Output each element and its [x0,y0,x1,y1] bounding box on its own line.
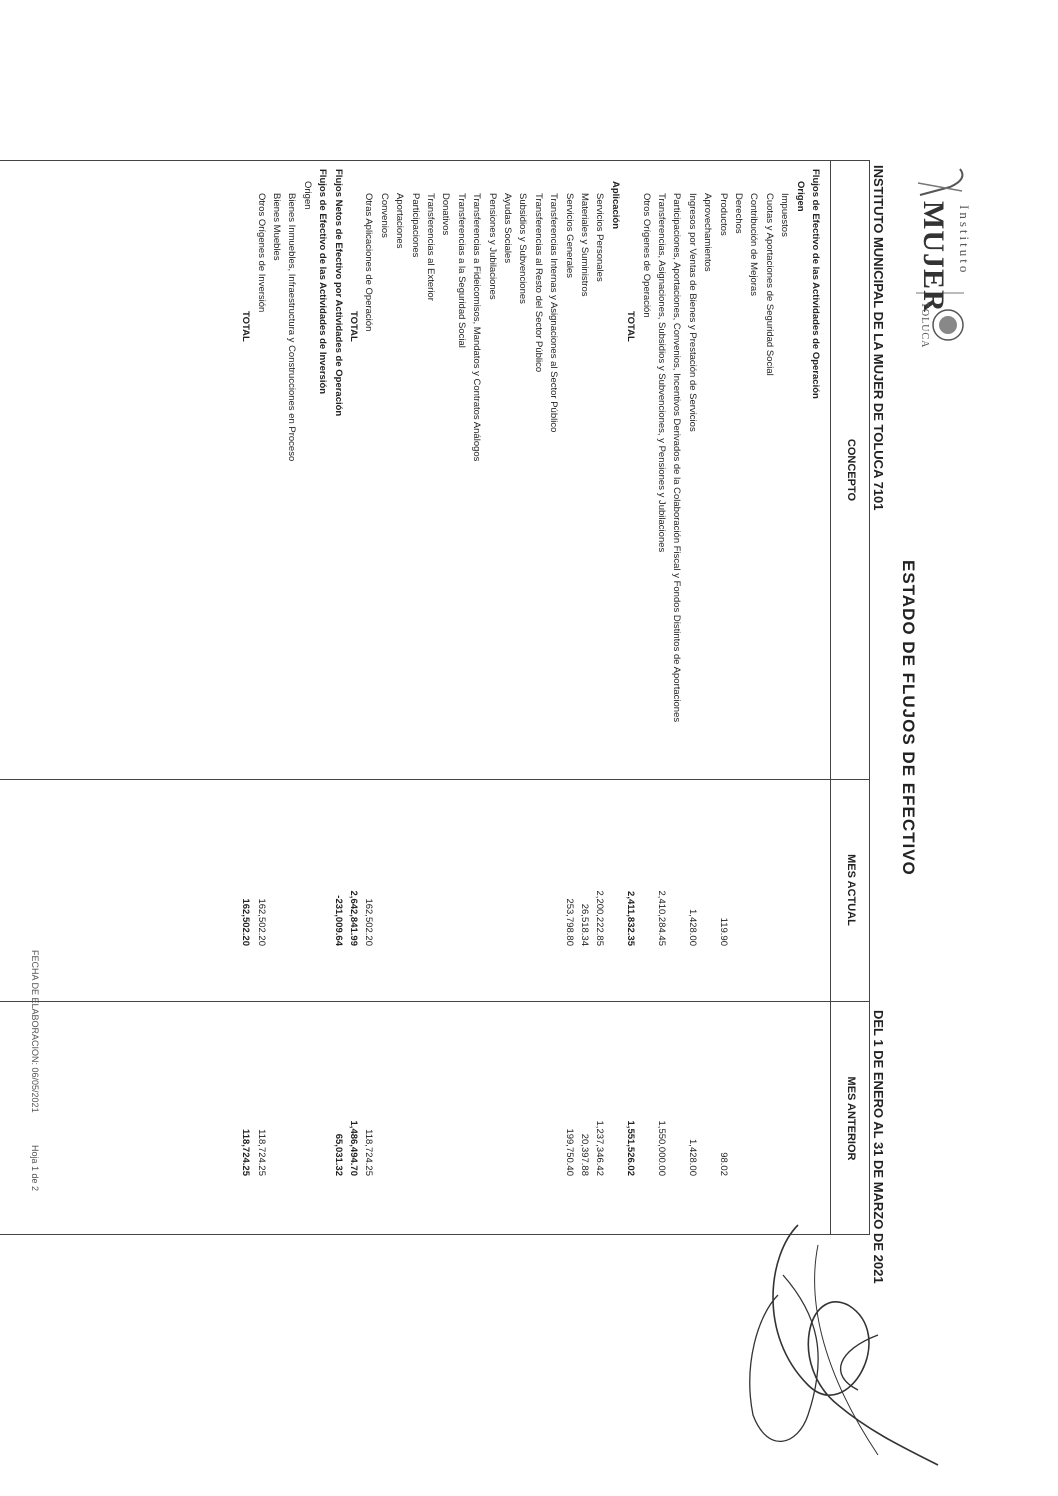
row-concept: Otros Orígenes de Operación [640,193,652,318]
table-row [500,161,515,1236]
document-title: ESTADO DE FLUJOS DE EFECTIVO [899,560,918,876]
row-concept: Aportaciones [394,193,406,249]
table-row [685,161,700,1236]
row-concept: Aprovechamientos [702,193,714,272]
table-row [577,161,592,1236]
row-concept: Transferencias, Asignaciones, Subsidios y Subvenciones, y Pensiones y Jubilaciones [656,193,667,553]
table-row [469,161,484,1236]
row-previous-month-value: 20,397.88 [579,1133,590,1176]
row-concept: Contribución de Mejoras [748,193,760,296]
row-previous-month-value: 199,750.40 [563,1128,575,1176]
row-concept: Otros Orígenes de Inversión [255,193,267,313]
row-previous-month-value: 118,724.25 [240,1128,252,1176]
table-row [654,161,669,1236]
table-row [731,161,746,1236]
row-concept: Pensiones y Jubilaciones [486,193,498,300]
row-current-month-value: 119.90 [717,917,729,946]
table-row [408,161,423,1236]
table-row [454,161,469,1236]
row-current-month-value: -231,009.64 [332,895,344,946]
table-row [331,161,346,1236]
row-previous-month-value: 1,428.00 [686,1139,698,1176]
header-divider [830,161,831,1234]
row-concept: Servicios Generales [563,193,575,279]
row-concept: Transferencias a Fideicomisos, Mandatos y Contratos Análogos [471,193,483,462]
table-row [515,161,530,1236]
row-concept: Impuestos [779,193,791,237]
row-concept: Derechos [733,193,744,234]
row-concept: Servicios Personales [594,193,606,282]
table-row [269,161,284,1236]
row-concept: Flujos de Efectivo de las Actividades de Inversión [317,169,329,395]
page-number: Hoja 1 de 2 [30,1145,40,1192]
table-row [361,161,376,1236]
row-current-month-value: 2,200,222.85 [594,890,606,946]
row-previous-month-value: 1,486,494.70 [348,1120,359,1176]
table-row [300,161,315,1236]
row-concept: Convenios [378,193,390,238]
row-concept: Productos [717,193,729,236]
column-header-concept: CONCEPTO [845,438,857,502]
row-concept: Origen [301,181,313,210]
organization-name: INSTITUTO MUNICIPAL DE LA MUJER DE TOLUCA 7101 [871,165,886,511]
row-concept: Participaciones [409,193,421,258]
institute-logo [912,165,970,350]
table-row [700,161,715,1236]
row-concept: Origen [794,181,806,212]
table-row [808,161,823,1236]
row-current-month-value: 162,502.20 [255,898,267,946]
table-row [546,161,561,1236]
table-row [284,161,299,1236]
row-previous-month-value: 1,237,346.42 [594,1120,606,1176]
table-row [793,161,808,1236]
row-current-month-value: 2,411,832.35 [625,891,637,946]
row-previous-month-value: 1,551,526.02 [625,1120,637,1176]
table-row [777,161,792,1236]
table-row [315,161,330,1236]
table-row [623,161,638,1236]
column-header-previous-month: MES ANTERIOR [845,1076,857,1161]
cash-flow-table [0,160,870,1235]
elaboration-date: FECHA DE ELABORACION: 06/05/2021 [30,950,40,1113]
row-concept: Ayudas Sociales [502,193,513,264]
row-concept: Donativos [440,193,452,236]
row-previous-month-value: 118,724.25 [255,1129,267,1176]
table-row [346,161,361,1236]
table-row [639,161,654,1236]
row-concept: TOTAL [348,311,359,342]
row-concept: Participaciones, Aportaciones, Convenios, Incentivos Derivados de la Colaboración Fiscal y Fondos Distintos de Aportaciones [671,193,683,723]
table-row [238,161,253,1236]
row-current-month-value: 26,518.34 [579,903,590,946]
table-row [562,161,577,1236]
row-concept: Subsidios y Subvenciones [517,193,529,304]
row-current-month-value: 162,502.20 [363,898,375,946]
row-concept: Materiales y Suministros [579,193,590,297]
row-concept: Ingresos por Ventas de Bienes y Prestación de Servicios [686,193,698,432]
row-current-month-value: 1,428.00 [686,909,698,946]
row-concept: Flujos de Efectivo de las Actividades de Operación [810,169,821,399]
row-current-month-value: 2,410,284.45 [656,890,667,946]
table-row [746,161,761,1236]
table-row [392,161,407,1236]
row-previous-month-value: 98.02 [717,1152,729,1176]
row-current-month-value: 2,642,841.99 [348,890,359,946]
table-row [438,161,453,1236]
row-concept: Aplicación [609,181,621,230]
row-previous-month-value: 118,724.25 [363,1129,375,1176]
table-row [592,161,607,1236]
row-concept: TOTAL [240,311,252,342]
row-previous-month-value: 1,550,000.00 [656,1120,667,1176]
row-concept: Otras Aplicaciones de Operación [363,193,375,332]
logo-small-text: Instituto [957,205,972,276]
row-concept: Transferencias Internas y Asignaciones al Sector Público [548,193,560,433]
table-row [716,161,731,1236]
row-concept: Transferencias al Exterior [425,193,436,301]
signature-scribble [738,1215,958,1475]
row-concept: Bienes Muebles [271,193,282,261]
column-header-current-month: MES ACTUAL [845,854,857,926]
row-concept: Transferencias a la Seguridad Social [455,193,467,348]
table-row [608,161,623,1236]
row-current-month-value: 253,798.80 [563,898,575,946]
table-row [485,161,500,1236]
report-period: DEL 1 DE ENERO AL 31 DE MARZO DE 2021 [871,1010,886,1284]
row-concept: Bienes Inmuebles, Infraestructura y Construcciones en Proceso [286,193,298,462]
table-row [254,161,269,1236]
table-row [531,161,546,1236]
table-row [762,161,777,1236]
logo-city-text: TOLUCA [919,302,930,349]
row-current-month-value: 162,502.20 [240,898,252,946]
row-concept: Cuotas y Aportaciones de Seguridad Social [763,193,775,376]
table-row [423,161,438,1236]
row-concept: Transferencias al Resto del Sector Público [532,193,544,373]
logo-main-text: MUJER [917,201,950,313]
row-concept: TOTAL [625,311,637,342]
row-concept: Flujos Netos de Efectivo por Actividades de Operación [332,169,344,417]
table-row [377,161,392,1236]
row-previous-month-value: 65,031.32 [332,1133,344,1176]
table-row [669,161,684,1236]
